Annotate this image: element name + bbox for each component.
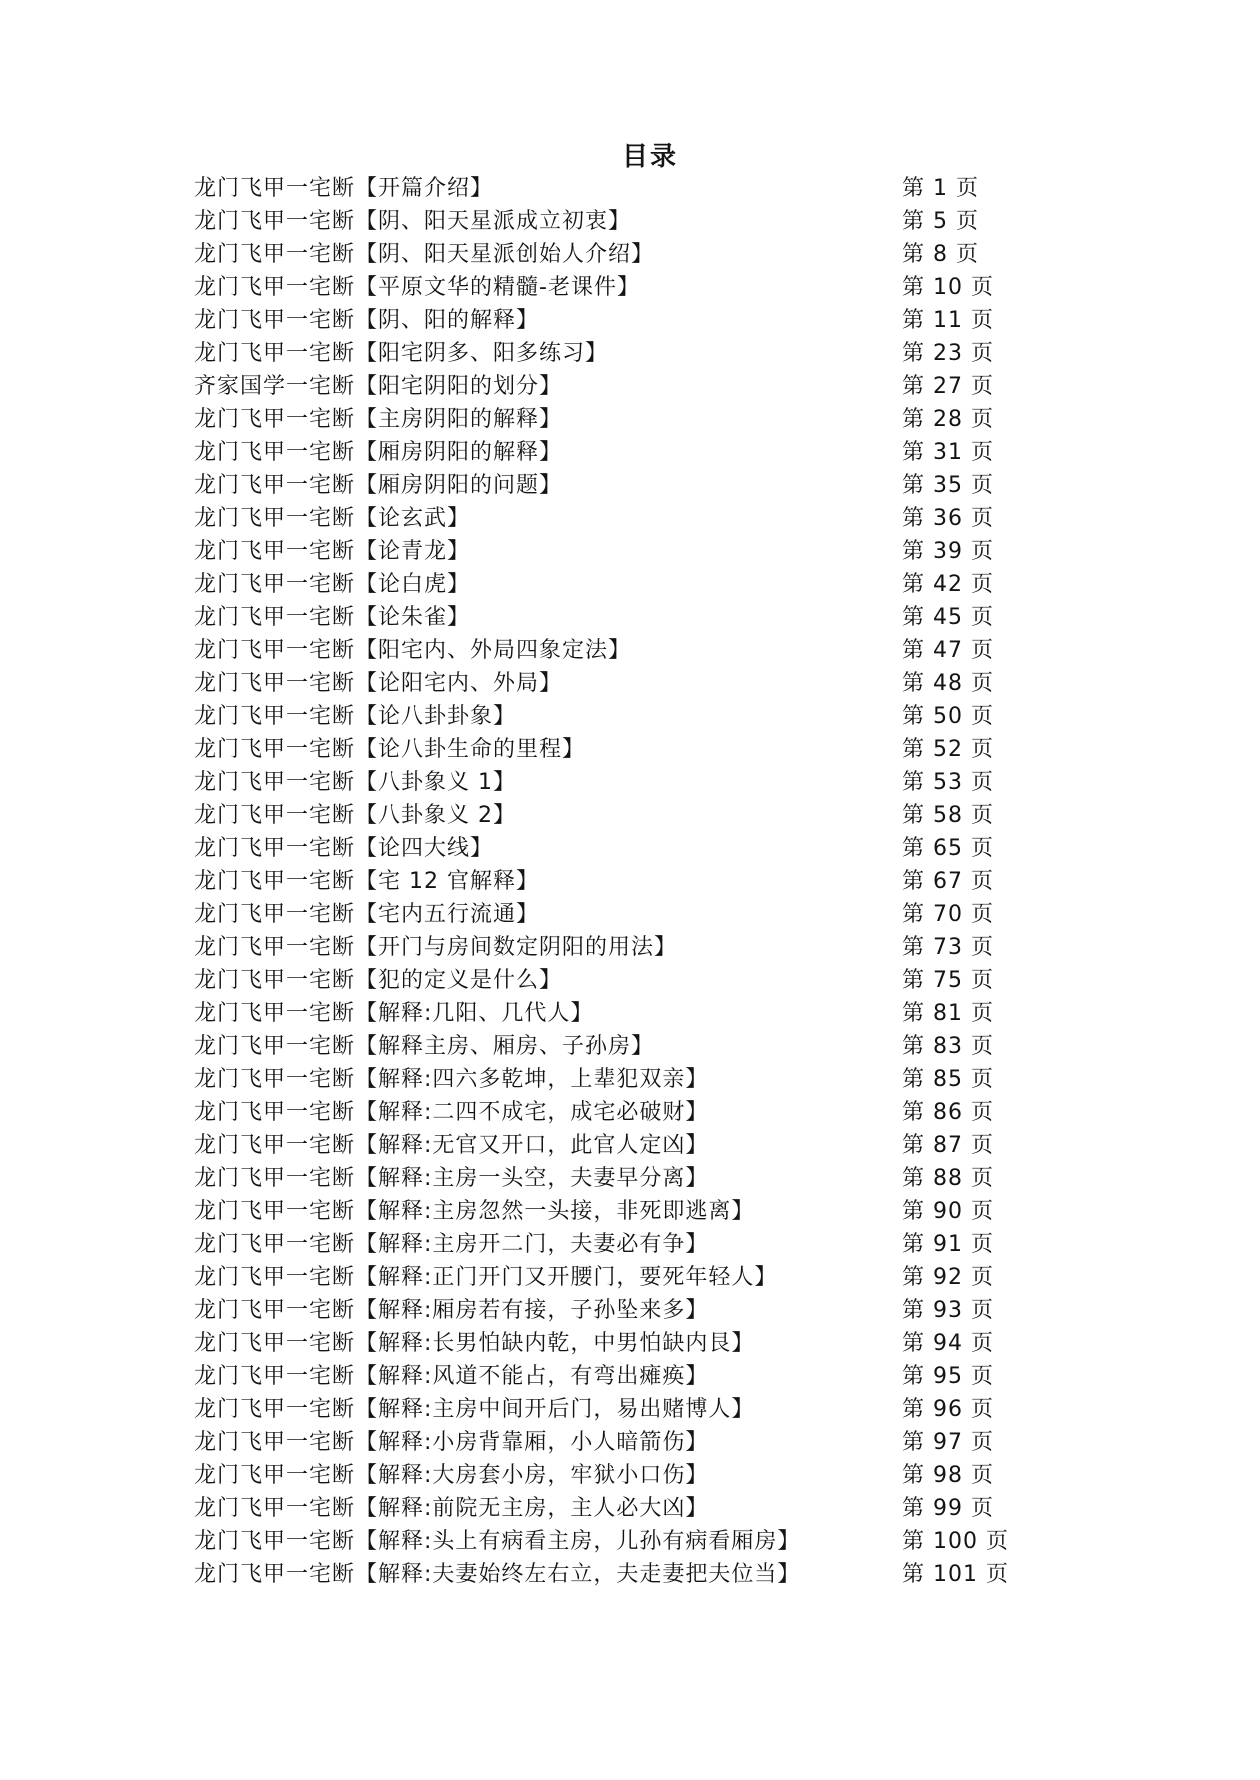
toc-entry-chapter: 【阴、阳的解释】 (355, 308, 540, 333)
toc-entry-page: 第 28 页 (902, 407, 994, 432)
toc-entry-page: 第 65 页 (902, 836, 994, 861)
toc-entry (194, 502, 1014, 535)
toc-entry-series: 龙门飞甲一宅断 (194, 1067, 356, 1092)
toc-entry (194, 832, 1014, 865)
toc-entry-page: 第 8 页 (902, 242, 979, 267)
toc-entry-series: 龙门飞甲一宅断 (194, 572, 356, 597)
toc-entry-series: 龙门飞甲一宅断 (194, 638, 356, 663)
toc-entry-chapter: 【阳宅阴阳的划分】 (355, 374, 563, 399)
toc-entry-chapter: 【论八卦卦象】 (355, 704, 517, 729)
toc-entry-page: 第 100 页 (902, 1529, 1009, 1554)
toc-entry-series: 龙门飞甲一宅断 (194, 1397, 356, 1422)
toc-entry-chapter: 【阴、阳天星派创始人介绍】 (355, 242, 655, 267)
toc-entry-chapter: 【平原文华的精髓-老课件】 (355, 275, 640, 300)
toc-entry-series: 龙门飞甲一宅断 (194, 869, 356, 894)
toc-entry-chapter: 【解释:二四不成宅，成宅必破财】 (355, 1100, 709, 1125)
toc-entry (194, 1327, 1014, 1360)
toc-entry-page: 第 73 页 (902, 935, 994, 960)
toc-entry-chapter: 【阳宅阴多、阳多练习】 (355, 341, 609, 366)
toc-entry-page: 第 75 页 (902, 968, 994, 993)
toc-entry-chapter: 【解释:厢房若有接，子孙坠来多】 (355, 1298, 709, 1323)
toc-entry-page: 第 98 页 (902, 1463, 994, 1488)
toc-entry (194, 1063, 1014, 1096)
toc-entry-chapter: 【解释:夫妻始终左右立，夫走妻把夫位当】 (355, 1562, 801, 1587)
toc-entry-series: 龙门飞甲一宅断 (194, 1034, 356, 1059)
toc-entry-chapter: 【开篇介绍】 (355, 176, 494, 201)
toc-entry-chapter: 【解释:风道不能占，有弯出瘫痪】 (355, 1364, 709, 1389)
toc-entry (194, 1525, 1014, 1558)
toc-entry-chapter: 【厢房阴阳的解释】 (355, 440, 563, 465)
toc-entry (194, 997, 1014, 1030)
toc-entry (194, 898, 1014, 931)
toc-entry-series: 龙门飞甲一宅断 (194, 1265, 356, 1290)
toc-entry-chapter: 【开门与房间数定阴阳的用法】 (355, 935, 678, 960)
toc-entry-chapter: 【解释主房、厢房、子孙房】 (355, 1034, 655, 1059)
toc-entry-chapter: 【解释:小房背靠厢，小人暗箭伤】 (355, 1430, 709, 1455)
toc-entry (194, 799, 1014, 832)
toc-entry-series: 龙门飞甲一宅断 (194, 176, 356, 201)
toc-entry-series: 龙门飞甲一宅断 (194, 902, 356, 927)
toc-entry-page: 第 23 页 (902, 341, 994, 366)
toc-entry-page: 第 70 页 (902, 902, 994, 927)
toc-entry-series: 龙门飞甲一宅断 (194, 506, 356, 531)
toc-entry-chapter: 【解释:前院无主房，主人必大凶】 (355, 1496, 709, 1521)
toc-entry-page: 第 10 页 (902, 275, 994, 300)
toc-entry-series: 龙门飞甲一宅断 (194, 473, 356, 498)
toc-entry (194, 469, 1014, 502)
toc-entry (194, 1492, 1014, 1525)
toc-entry-series: 龙门飞甲一宅断 (194, 803, 356, 828)
toc-entry-series: 龙门飞甲一宅断 (194, 308, 356, 333)
toc-entry-chapter: 【阳宅内、外局四象定法】 (355, 638, 632, 663)
toc-entry-chapter: 【解释:主房中间开后门，易出赌博人】 (355, 1397, 755, 1422)
toc-entry-series: 龙门飞甲一宅断 (194, 407, 356, 432)
toc-entry (194, 568, 1014, 601)
toc-entry (194, 1459, 1014, 1492)
toc-entry-page: 第 85 页 (902, 1067, 994, 1092)
toc-entry-series: 龙门飞甲一宅断 (194, 341, 356, 366)
toc-entry-chapter: 【阴、阳天星派成立初衷】 (355, 209, 632, 234)
toc-entry-page: 第 31 页 (902, 440, 994, 465)
toc-entry-series: 龙门飞甲一宅断 (194, 1562, 356, 1587)
toc-entry-page: 第 50 页 (902, 704, 994, 729)
toc-entry (194, 1162, 1014, 1195)
toc-entry-series: 龙门飞甲一宅断 (194, 1232, 356, 1257)
toc-entry (194, 1096, 1014, 1129)
toc-entry (194, 1294, 1014, 1327)
toc-entry-chapter: 【论四大线】 (355, 836, 494, 861)
toc-entry-chapter: 【八卦象义 2】 (355, 803, 517, 828)
toc-entry (194, 964, 1014, 997)
toc-entry-chapter: 【论玄武】 (355, 506, 471, 531)
toc-list (194, 172, 1014, 1591)
toc-entry-series: 龙门飞甲一宅断 (194, 968, 356, 993)
toc-entry-series: 龙门飞甲一宅断 (194, 1430, 356, 1455)
toc-entry-chapter: 【论八卦生命的里程】 (355, 737, 586, 762)
toc-entry (194, 1030, 1014, 1063)
toc-entry-series: 龙门飞甲一宅断 (194, 1133, 356, 1158)
toc-entry (194, 436, 1014, 469)
toc-entry (194, 865, 1014, 898)
toc-entry-page: 第 5 页 (902, 209, 979, 234)
toc-entry-chapter: 【论青龙】 (355, 539, 471, 564)
toc-entry-series: 龙门飞甲一宅断 (194, 440, 356, 465)
toc-entry-page: 第 11 页 (902, 308, 994, 333)
toc-entry-series: 龙门飞甲一宅断 (194, 1331, 356, 1356)
toc-entry (194, 535, 1014, 568)
toc-entry (194, 1261, 1014, 1294)
toc-entry-chapter: 【解释:四六多乾坤，上辈犯双亲】 (355, 1067, 709, 1092)
toc-entry-chapter: 【解释:正门开门又开腰门，要死年轻人】 (355, 1265, 778, 1290)
toc-entry (194, 337, 1014, 370)
toc-entry (194, 931, 1014, 964)
toc-entry (194, 634, 1014, 667)
toc-entry-series: 龙门飞甲一宅断 (194, 770, 356, 795)
toc-entry-page: 第 47 页 (902, 638, 994, 663)
toc-entry (194, 1426, 1014, 1459)
toc-entry (194, 700, 1014, 733)
toc-entry-page: 第 88 页 (902, 1166, 994, 1191)
toc-entry-page: 第 39 页 (902, 539, 994, 564)
toc-entry-page: 第 94 页 (902, 1331, 994, 1356)
toc-entry-page: 第 45 页 (902, 605, 994, 630)
toc-entry-page: 第 87 页 (902, 1133, 994, 1158)
toc-entry-chapter: 【论阳宅内、外局】 (355, 671, 563, 696)
toc-entry (194, 370, 1014, 403)
toc-entry (194, 238, 1014, 271)
toc-entry-chapter: 【解释:主房开二门，夫妻必有争】 (355, 1232, 709, 1257)
toc-entry-page: 第 83 页 (902, 1034, 994, 1059)
toc-entry-series: 龙门飞甲一宅断 (194, 1100, 356, 1125)
toc-entry-chapter: 【论朱雀】 (355, 605, 471, 630)
toc-entry-series: 龙门飞甲一宅断 (194, 1529, 356, 1554)
toc-entry-chapter: 【论白虎】 (355, 572, 471, 597)
toc-entry-series: 龙门飞甲一宅断 (194, 209, 356, 234)
toc-entry (194, 271, 1014, 304)
toc-entry-series: 龙门飞甲一宅断 (194, 704, 356, 729)
toc-entry (194, 1393, 1014, 1426)
toc-entry (194, 1129, 1014, 1162)
toc-entry (194, 1228, 1014, 1261)
toc-entry-page: 第 58 页 (902, 803, 994, 828)
toc-entry-chapter: 【主房阴阳的解释】 (355, 407, 563, 432)
toc-entry-page: 第 42 页 (902, 572, 994, 597)
toc-entry-page: 第 91 页 (902, 1232, 994, 1257)
toc-entry-page: 第 27 页 (902, 374, 994, 399)
toc-entry (194, 667, 1014, 700)
toc-entry-chapter: 【解释:主房一头空，夫妻早分离】 (355, 1166, 709, 1191)
toc-entry-page: 第 48 页 (902, 671, 994, 696)
toc-entry (194, 1558, 1014, 1591)
toc-entry-series: 龙门飞甲一宅断 (194, 605, 356, 630)
toc-entry-series: 龙门飞甲一宅断 (194, 1199, 356, 1224)
toc-entry-page: 第 1 页 (902, 176, 979, 201)
toc-entry-page: 第 86 页 (902, 1100, 994, 1125)
toc-entry-page: 第 99 页 (902, 1496, 994, 1521)
toc-entry (194, 304, 1014, 337)
toc-entry-series: 龙门飞甲一宅断 (194, 1463, 356, 1488)
toc-entry-chapter: 【解释:大房套小房，牢狱小口伤】 (355, 1463, 709, 1488)
toc-entry-chapter: 【宅 12 官解释】 (355, 869, 539, 894)
toc-entry (194, 766, 1014, 799)
toc-entry-series: 龙门飞甲一宅断 (194, 242, 356, 267)
toc-entry-series: 龙门飞甲一宅断 (194, 1496, 356, 1521)
toc-entry-series: 龙门飞甲一宅断 (194, 539, 356, 564)
toc-entry-chapter: 【解释:无官又开口，此官人定凶】 (355, 1133, 709, 1158)
toc-entry (194, 601, 1014, 634)
toc-entry (194, 733, 1014, 766)
toc-entry-series: 龙门飞甲一宅断 (194, 1298, 356, 1323)
toc-entry-series: 龙门飞甲一宅断 (194, 737, 356, 762)
toc-entry-series: 龙门飞甲一宅断 (194, 275, 356, 300)
toc-entry-page: 第 36 页 (902, 506, 994, 531)
toc-entry-series: 龙门飞甲一宅断 (194, 836, 356, 861)
toc-entry-series: 齐家国学一宅断 (194, 374, 356, 399)
toc-entry-page: 第 81 页 (902, 1001, 994, 1026)
toc-entry-chapter: 【解释:头上有病看主房，儿孙有病看厢房】 (355, 1529, 801, 1554)
toc-entry-page: 第 96 页 (902, 1397, 994, 1422)
toc-entry-page: 第 90 页 (902, 1199, 994, 1224)
toc-entry (194, 1360, 1014, 1393)
toc-entry-series: 龙门飞甲一宅断 (194, 671, 356, 696)
toc-entry-chapter: 【八卦象义 1】 (355, 770, 517, 795)
toc-title: 目录 (621, 142, 678, 172)
toc-entry-series: 龙门飞甲一宅断 (194, 1364, 356, 1389)
toc-entry (194, 403, 1014, 436)
toc-entry-chapter: 【解释:主房忽然一头接，非死即逃离】 (355, 1199, 755, 1224)
toc-entry-page: 第 92 页 (902, 1265, 994, 1290)
toc-entry-page: 第 97 页 (902, 1430, 994, 1455)
toc-entry-page: 第 67 页 (902, 869, 994, 894)
toc-entry-chapter: 【解释:长男怕缺内乾，中男怕缺内艮】 (355, 1331, 755, 1356)
toc-entry (194, 1195, 1014, 1228)
toc-entry-page: 第 101 页 (902, 1562, 1009, 1587)
toc-entry-chapter: 【宅内五行流通】 (355, 902, 540, 927)
toc-entry (194, 172, 1014, 205)
toc-entry-page: 第 52 页 (902, 737, 994, 762)
toc-entry-chapter: 【解释:几阳、几代人】 (355, 1001, 594, 1026)
toc-entry-page: 第 93 页 (902, 1298, 994, 1323)
toc-entry-page: 第 35 页 (902, 473, 994, 498)
toc-entry-chapter: 【厢房阴阳的问题】 (355, 473, 563, 498)
toc-entry-series: 龙门飞甲一宅断 (194, 1166, 356, 1191)
toc-entry-series: 龙门飞甲一宅断 (194, 935, 356, 960)
toc-entry-chapter: 【犯的定义是什么】 (355, 968, 563, 993)
toc-entry (194, 205, 1014, 238)
toc-entry-page: 第 95 页 (902, 1364, 994, 1389)
toc-entry-page: 第 53 页 (902, 770, 994, 795)
toc-entry-series: 龙门飞甲一宅断 (194, 1001, 356, 1026)
